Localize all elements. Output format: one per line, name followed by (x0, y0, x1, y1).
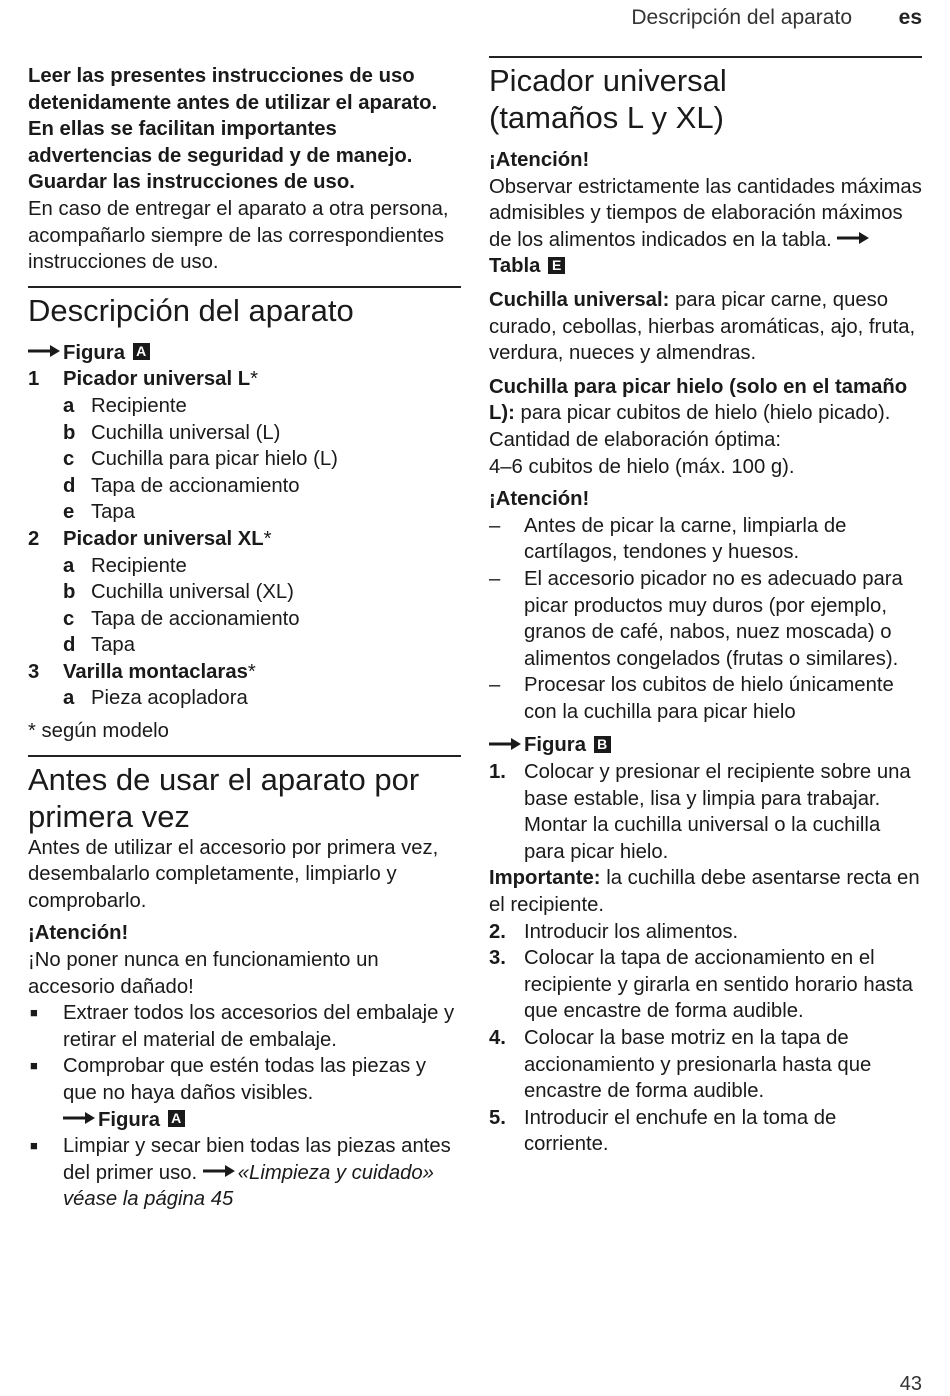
figure-letter-badge: B (594, 736, 611, 753)
divider (28, 755, 461, 757)
list-item: c Cuchilla para picar hielo (L) (63, 448, 338, 471)
intro-bold-paragraph: Leer las presentes instrucciones de uso detenidamente antes de utilizar el aparato. En ellas se facilitan importantes advertencias de seguridad y de manejo. Guardar las instrucciones de uso. (28, 65, 438, 194)
list-item: a Recipiente (63, 554, 187, 577)
figure-ref-a (28, 340, 461, 367)
list-item: 5. Introducir el enchufe en la toma de corriente. (489, 1106, 837, 1156)
section-title-descripcion: Descripción del aparato (28, 292, 354, 328)
divider (28, 286, 461, 288)
section-title-antes: Antes de usar el aparato por primera vez (28, 761, 420, 834)
table-letter-badge: E (548, 257, 565, 274)
arrow-right-icon (203, 1164, 235, 1178)
list-item: – El accesorio picador no es adecuado para picar productos muy duros (por ejemplo, granos de café, nabos, nuez moscada) o alimentos congelados (frutas o similares). (489, 567, 903, 670)
footnote: * según modelo (28, 720, 169, 743)
attention-heading: ¡Atención! (489, 149, 590, 171)
list-item: 2 Picador universal XL* (28, 527, 272, 550)
attention-heading: ¡Atención! (28, 922, 129, 945)
importante-note: Importante: la cuchilla debe asentarse recta en el recipiente. (489, 867, 920, 917)
warning-text: ¡No poner nunca en funcionamiento un accesorio dañado! (28, 949, 379, 998)
list-item: ■ Comprobar que estén todas las piezas y que no haya daños visibles. Figura A (30, 1055, 427, 1131)
arrow-right-icon (28, 344, 60, 358)
parts-list (28, 366, 461, 712)
figure-label: Figura (63, 341, 125, 364)
list-item: c Tapa de accionamiento (63, 607, 300, 630)
arrow-right-icon (63, 1111, 95, 1125)
list-item: a Pieza acopladora (63, 687, 248, 710)
figure-letter-badge: A (168, 1110, 185, 1127)
list-item: d Tapa de accionamiento (63, 474, 300, 497)
cross-reference: «Limpieza y cuidado» véase la página 45 (63, 1161, 434, 1211)
header-language-code: es (898, 6, 922, 29)
cantidad-label: Cantidad de elaboración óptima: (489, 428, 782, 451)
list-item: ■ Extraer todos los accesorios del embalaje y retirar el material de embalaje. (30, 1002, 455, 1051)
page-number: 43 (899, 1373, 922, 1395)
list-item: d Tapa (63, 634, 135, 657)
antes-paragraph: Antes de utilizar el accesorio por primera vez, desembalarlo completamente, limpiarlo y comprobarlo. (28, 836, 439, 912)
bullet-square-icon: ■ (30, 1138, 38, 1154)
arrow-right-icon (489, 737, 521, 751)
right-column (489, 56, 922, 1158)
divider (489, 56, 922, 58)
list-item: 3. Colocar la tapa de accionamiento en el recipiente y girarla en sentido horario hasta que encastre de forma audible. (489, 947, 913, 1023)
list-item: e Tapa (63, 501, 135, 524)
cantidad-value: 4–6 cubitos de hielo (máx. 100 g). (489, 455, 795, 478)
attention-heading: ¡Atención! (489, 488, 590, 511)
cuchilla-hielo-paragraph: Cuchilla para picar hielo (solo en el tamaño L): para picar cubitos de hielo (hielo picado). (489, 375, 908, 425)
list-item: – Antes de picar la carne, limpiarla de cartílagos, tendones y huesos. (489, 514, 847, 564)
bullet-square-icon: ■ (30, 1058, 38, 1074)
figure-letter-badge: A (133, 343, 150, 360)
list-item: ■ Limpiar y secar bien todas las piezas antes del primer uso. «Limpieza y cuidado» véase la página 45 (30, 1135, 451, 1211)
arrow-right-icon (837, 231, 869, 245)
list-item: 3 Varilla montaclaras* (28, 660, 256, 683)
list-item: 4. Colocar la base motriz en la tapa de accionamiento y presionarla hasta que encastre de forma audible. (489, 1027, 872, 1103)
intro-paragraph: En caso de entregar el aparato a otra persona, acompañarlo siempre de las correspondientes instrucciones de uso. (28, 197, 449, 274)
list-item: 1 Picador universal L* (28, 368, 259, 391)
list-item: b Cuchilla universal (L) (63, 421, 281, 444)
cuchilla-universal-paragraph: Cuchilla universal: para picar carne, queso curado, cebollas, hierbas aromáticas, ajo, fruta, verdura, nueces y almendras. (489, 288, 916, 365)
page-header (0, 6, 950, 32)
figure-ref-b: Figura B (489, 732, 922, 759)
header-section-title: Descripción del aparato (631, 6, 852, 29)
list-item: b Cuchilla universal (XL) (63, 581, 294, 604)
list-item: – Procesar los cubitos de hielo únicamente con la cuchilla para picar hielo (489, 674, 894, 723)
list-item: 1. Colocar y presionar el recipiente sobre una base estable, lisa y limpia para trabajar. Montar la cuchilla universal o la cuchilla para picar hielo. (489, 761, 911, 863)
attention-text: Observar estrictamente las cantidades máximas admisibles y tiempos de elaboración máximos de los alimentos indicados en la tabla. Tabla E (489, 175, 922, 278)
list-item: 2. Introducir los alimentos. (489, 920, 739, 943)
list-item: a Recipiente (63, 394, 187, 417)
left-column (28, 56, 461, 1213)
bullet-square-icon: ■ (30, 1005, 38, 1021)
section-title-picador: Picador universal (tamaños L y XL) (489, 63, 727, 135)
